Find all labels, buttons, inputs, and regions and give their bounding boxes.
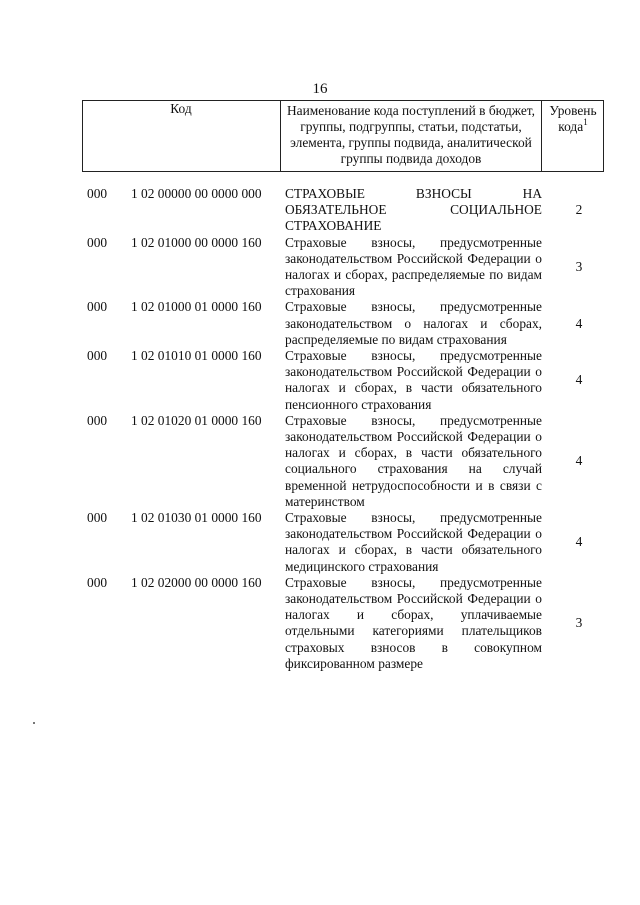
table-row bbox=[0, 235, 640, 300]
code-level: 3 bbox=[575, 258, 583, 274]
code-level: 4 bbox=[575, 453, 583, 469]
admin-code: 000 bbox=[87, 412, 108, 428]
admin-code: 000 bbox=[87, 348, 108, 364]
header-level-footnote: 1 bbox=[583, 116, 588, 127]
revenue-name: Страховые взносы, предусмотренные законодательством Российской Федерации о налогах и сборах, уплачиваемые отдельными категориями плательщиков страховых взносов в совокупном фиксированном размере bbox=[285, 574, 542, 671]
revenue-name: Страховые взносы, предусмотренные законодательством Российской Федерации о налогах и сборах, в части обязательного медицинского страхования bbox=[285, 510, 542, 574]
revenue-name: Страховые взносы, предусмотренные законодательством Российской Федерации о налогах и сборах, распределяемые по видам страхования bbox=[285, 234, 542, 299]
admin-code: 000 bbox=[87, 574, 108, 590]
code-level: 4 bbox=[575, 315, 583, 331]
header-level-text: Уровень кода bbox=[549, 103, 597, 134]
table-row bbox=[0, 413, 640, 510]
code-level: 4 bbox=[575, 534, 583, 550]
code-level: 4 bbox=[575, 372, 583, 388]
table-row bbox=[0, 575, 640, 672]
code-level: 3 bbox=[575, 615, 583, 631]
admin-code: 000 bbox=[87, 186, 108, 201]
admin-code: 000 bbox=[87, 234, 108, 250]
revenue-name: СТРАХОВЫЕ ВЗНОСЫ НА ОБЯЗАТЕЛЬНОЕ СОЦИАЛЬНОЕ СТРАХОВАНИЕ bbox=[285, 186, 542, 234]
revenue-name: Страховые взносы, предусмотренные законодательством Российской Федерации о налогах и сборах, в части обязательного социального страхования на случай временной нетрудоспособности и в связи с материнством bbox=[285, 412, 542, 509]
table-row bbox=[0, 186, 640, 235]
revenue-code: 1 02 00000 00 0000 000 bbox=[131, 186, 262, 201]
table-row bbox=[0, 348, 640, 413]
revenue-code: 1 02 01000 00 0000 160 bbox=[131, 234, 262, 250]
code-level: 2 bbox=[575, 202, 583, 218]
table-row bbox=[0, 510, 640, 575]
header-code: Код bbox=[170, 101, 192, 116]
revenue-name: Страховые взносы, предусмотренные законодательством Российской Федерации о налогах и сборах, в части обязательного пенсионного страхования bbox=[285, 348, 542, 412]
revenue-code: 1 02 01030 01 0000 160 bbox=[131, 510, 262, 526]
admin-code: 000 bbox=[87, 510, 108, 526]
header-level bbox=[542, 103, 604, 135]
revenue-code: 1 02 01010 01 0000 160 bbox=[131, 348, 262, 364]
scan-speck bbox=[33, 722, 35, 724]
header-name: Наименование кода поступлений в бюджет, группы, подгруппы, статьи, подстатьи, элемента, группы подвида, аналитической группы подвида доходов bbox=[287, 103, 535, 166]
table-row bbox=[0, 299, 640, 348]
revenue-code: 1 02 01020 01 0000 160 bbox=[131, 412, 262, 428]
table-header bbox=[82, 100, 604, 172]
admin-code: 000 bbox=[87, 299, 108, 315]
table-body bbox=[0, 186, 640, 672]
page-number: 16 bbox=[312, 81, 328, 97]
revenue-code: 1 02 02000 00 0000 160 bbox=[131, 574, 262, 590]
revenue-code: 1 02 01000 01 0000 160 bbox=[131, 299, 262, 315]
revenue-name: Страховые взносы, предусмотренные законодательством о налогах и сборах, распределяемые по видам страхования bbox=[285, 299, 542, 347]
